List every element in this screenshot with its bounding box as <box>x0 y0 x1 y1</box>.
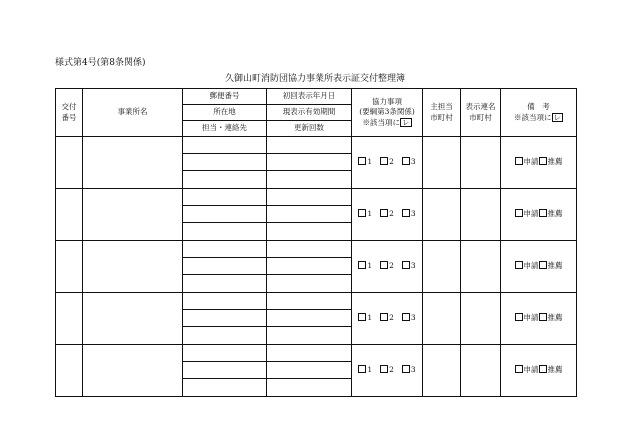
cell-municipality[interactable] <box>423 345 461 397</box>
cell-first-display-date[interactable] <box>267 345 352 362</box>
cooperation-checkbox[interactable]: 2 <box>380 313 394 322</box>
header-contact: 担当・連絡先 <box>183 121 267 137</box>
cell-municipality[interactable] <box>423 241 461 293</box>
cell-business-name[interactable] <box>83 137 183 189</box>
remarks-checkbox[interactable]: 推薦 <box>539 261 563 270</box>
form-id: 様式第4号(第8条関係) <box>55 58 146 68</box>
cell-alliance[interactable] <box>461 189 501 241</box>
checkbox-icon <box>515 261 523 269</box>
cell-first-display-date[interactable] <box>267 189 352 206</box>
cell-municipality[interactable] <box>423 293 461 345</box>
checkbox-icon <box>515 157 523 165</box>
cell-serial[interactable] <box>56 241 83 293</box>
cell-cooperation[interactable] <box>352 241 423 293</box>
header-remarks: 備 考 ※該当項に レ <box>501 89 577 137</box>
checkbox-icon <box>380 157 388 165</box>
cell-alliance[interactable] <box>461 293 501 345</box>
cell-address[interactable] <box>183 258 267 275</box>
remarks-checkbox[interactable]: 申請 <box>515 365 539 374</box>
checkbox-icon <box>515 365 523 373</box>
cell-contact[interactable] <box>183 327 267 345</box>
checkbox-icon <box>539 365 547 373</box>
cooperation-checkbox[interactable]: 3 <box>402 261 416 270</box>
cell-address[interactable] <box>183 310 267 327</box>
checkbox-icon <box>515 209 523 217</box>
cell-renewal-count[interactable] <box>267 171 352 189</box>
cell-contact[interactable] <box>183 171 267 189</box>
cell-postal-code[interactable] <box>183 345 267 362</box>
cell-business-name[interactable] <box>83 189 183 241</box>
cell-validity-period[interactable] <box>267 154 352 171</box>
checkbox-icon <box>539 261 547 269</box>
remarks-checkbox[interactable]: 申請 <box>515 261 539 270</box>
cooperation-checkbox[interactable]: 1 <box>358 313 372 322</box>
cooperation-checkbox[interactable]: 2 <box>380 365 394 374</box>
table-row <box>56 137 577 154</box>
remarks-checkbox[interactable]: 推薦 <box>539 313 563 322</box>
checkbox-icon <box>515 313 523 321</box>
checkbox-icon <box>539 209 547 217</box>
header-municipality: 主担当 市町村 <box>423 89 461 137</box>
cell-serial[interactable] <box>56 293 83 345</box>
header-renewal-count: 更新回数 <box>267 121 352 137</box>
cell-alliance[interactable] <box>461 345 501 397</box>
checkbox-icon <box>402 365 410 373</box>
cooperation-checkbox[interactable]: 3 <box>402 313 416 322</box>
cell-remarks[interactable] <box>501 345 577 397</box>
cell-cooperation[interactable] <box>352 137 423 189</box>
checkbox-icon <box>380 209 388 217</box>
cell-renewal-count[interactable] <box>267 379 352 397</box>
checkbox-icon <box>402 261 410 269</box>
checkbox-icon <box>539 157 547 165</box>
cell-address[interactable] <box>183 362 267 379</box>
cooperation-checkbox[interactable]: 2 <box>380 209 394 218</box>
checkbox-icon <box>358 365 366 373</box>
checkbox-icon <box>358 313 366 321</box>
header-validity-period: 現表示有効期間 <box>267 105 352 121</box>
cooperation-checkbox[interactable]: 1 <box>358 365 372 374</box>
header-address: 所在地 <box>183 105 267 121</box>
cell-serial[interactable] <box>56 345 83 397</box>
cell-cooperation[interactable] <box>352 293 423 345</box>
cell-renewal-count[interactable] <box>267 275 352 293</box>
cell-municipality[interactable] <box>423 189 461 241</box>
cooperation-checkbox[interactable]: 3 <box>402 157 416 166</box>
header-cooperation: 協力事項 (要綱第3条関係) ※該当項に レ <box>352 89 423 137</box>
table-row <box>56 241 577 258</box>
header-first-display-date: 初回表示年月日 <box>267 89 352 105</box>
checkbox-icon <box>402 209 410 217</box>
cooperation-checkbox[interactable]: 1 <box>358 261 372 270</box>
cell-cooperation[interactable] <box>352 189 423 241</box>
cell-alliance[interactable] <box>461 241 501 293</box>
cell-postal-code[interactable] <box>183 241 267 258</box>
header-postal-code: 郵便番号 <box>183 89 267 105</box>
cell-business-name[interactable] <box>83 345 183 397</box>
cell-serial[interactable] <box>56 137 83 189</box>
checkbox-icon <box>358 157 366 165</box>
remarks-checkbox[interactable]: 推薦 <box>539 209 563 218</box>
cell-business-name[interactable] <box>83 241 183 293</box>
cell-validity-period[interactable] <box>267 362 352 379</box>
cell-remarks[interactable] <box>501 241 577 293</box>
cooperation-checkbox[interactable]: 2 <box>380 157 394 166</box>
cell-renewal-count[interactable] <box>267 327 352 345</box>
checkbox-icon <box>358 261 366 269</box>
header-business-name: 事業所名 <box>83 89 183 137</box>
check-mark-icon: レ <box>553 112 561 122</box>
cell-validity-period[interactable] <box>267 206 352 223</box>
cooperation-checkbox[interactable]: 3 <box>402 365 416 374</box>
cell-serial[interactable] <box>56 189 83 241</box>
cell-renewal-count[interactable] <box>267 223 352 241</box>
remarks-checkbox[interactable]: 推薦 <box>539 365 563 374</box>
table-row <box>56 189 577 206</box>
cell-remarks[interactable] <box>501 137 577 189</box>
cell-cooperation[interactable] <box>352 345 423 397</box>
cell-address[interactable] <box>183 154 267 171</box>
cell-business-name[interactable] <box>83 293 183 345</box>
checkbox-icon <box>402 157 410 165</box>
cell-contact[interactable] <box>183 379 267 397</box>
cell-contact[interactable] <box>183 223 267 241</box>
cell-first-display-date[interactable] <box>267 241 352 258</box>
check-mark-icon: レ <box>402 117 410 127</box>
cooperation-checkbox[interactable]: 1 <box>358 157 372 166</box>
cell-postal-code[interactable] <box>183 189 267 206</box>
table-row <box>56 345 577 362</box>
remarks-checkbox[interactable]: 申請 <box>515 157 539 166</box>
remarks-checkbox[interactable]: 推薦 <box>539 157 563 166</box>
checkbox-icon <box>380 365 388 373</box>
cooperation-checkbox[interactable]: 2 <box>380 261 394 270</box>
remarks-checkbox[interactable]: 申請 <box>515 313 539 322</box>
header-serial: 交付 番号 <box>56 89 83 137</box>
remarks-checkbox[interactable]: 申請 <box>515 209 539 218</box>
cell-first-display-date[interactable] <box>267 293 352 310</box>
checkbox-icon <box>380 261 388 269</box>
cell-first-display-date[interactable] <box>267 137 352 154</box>
cell-contact[interactable] <box>183 275 267 293</box>
register-table <box>55 88 577 397</box>
cell-remarks[interactable] <box>501 189 577 241</box>
cell-remarks[interactable] <box>501 293 577 345</box>
cell-alliance[interactable] <box>461 137 501 189</box>
cooperation-checkbox[interactable]: 3 <box>402 209 416 218</box>
table-row <box>56 293 577 310</box>
cell-validity-period[interactable] <box>267 310 352 327</box>
checkbox-icon <box>380 313 388 321</box>
cell-municipality[interactable] <box>423 137 461 189</box>
cell-postal-code[interactable] <box>183 137 267 154</box>
checkbox-icon <box>402 313 410 321</box>
checkbox-icon <box>539 313 547 321</box>
cell-postal-code[interactable] <box>183 293 267 310</box>
checkbox-icon <box>358 209 366 217</box>
register-title: 久御山町消防団協力事業所表示証交付整理簿 <box>224 74 405 84</box>
cell-address[interactable] <box>183 206 267 223</box>
header-alliance: 表示連名 市町村 <box>461 89 501 137</box>
cell-validity-period[interactable] <box>267 258 352 275</box>
cooperation-checkbox[interactable]: 1 <box>358 209 372 218</box>
